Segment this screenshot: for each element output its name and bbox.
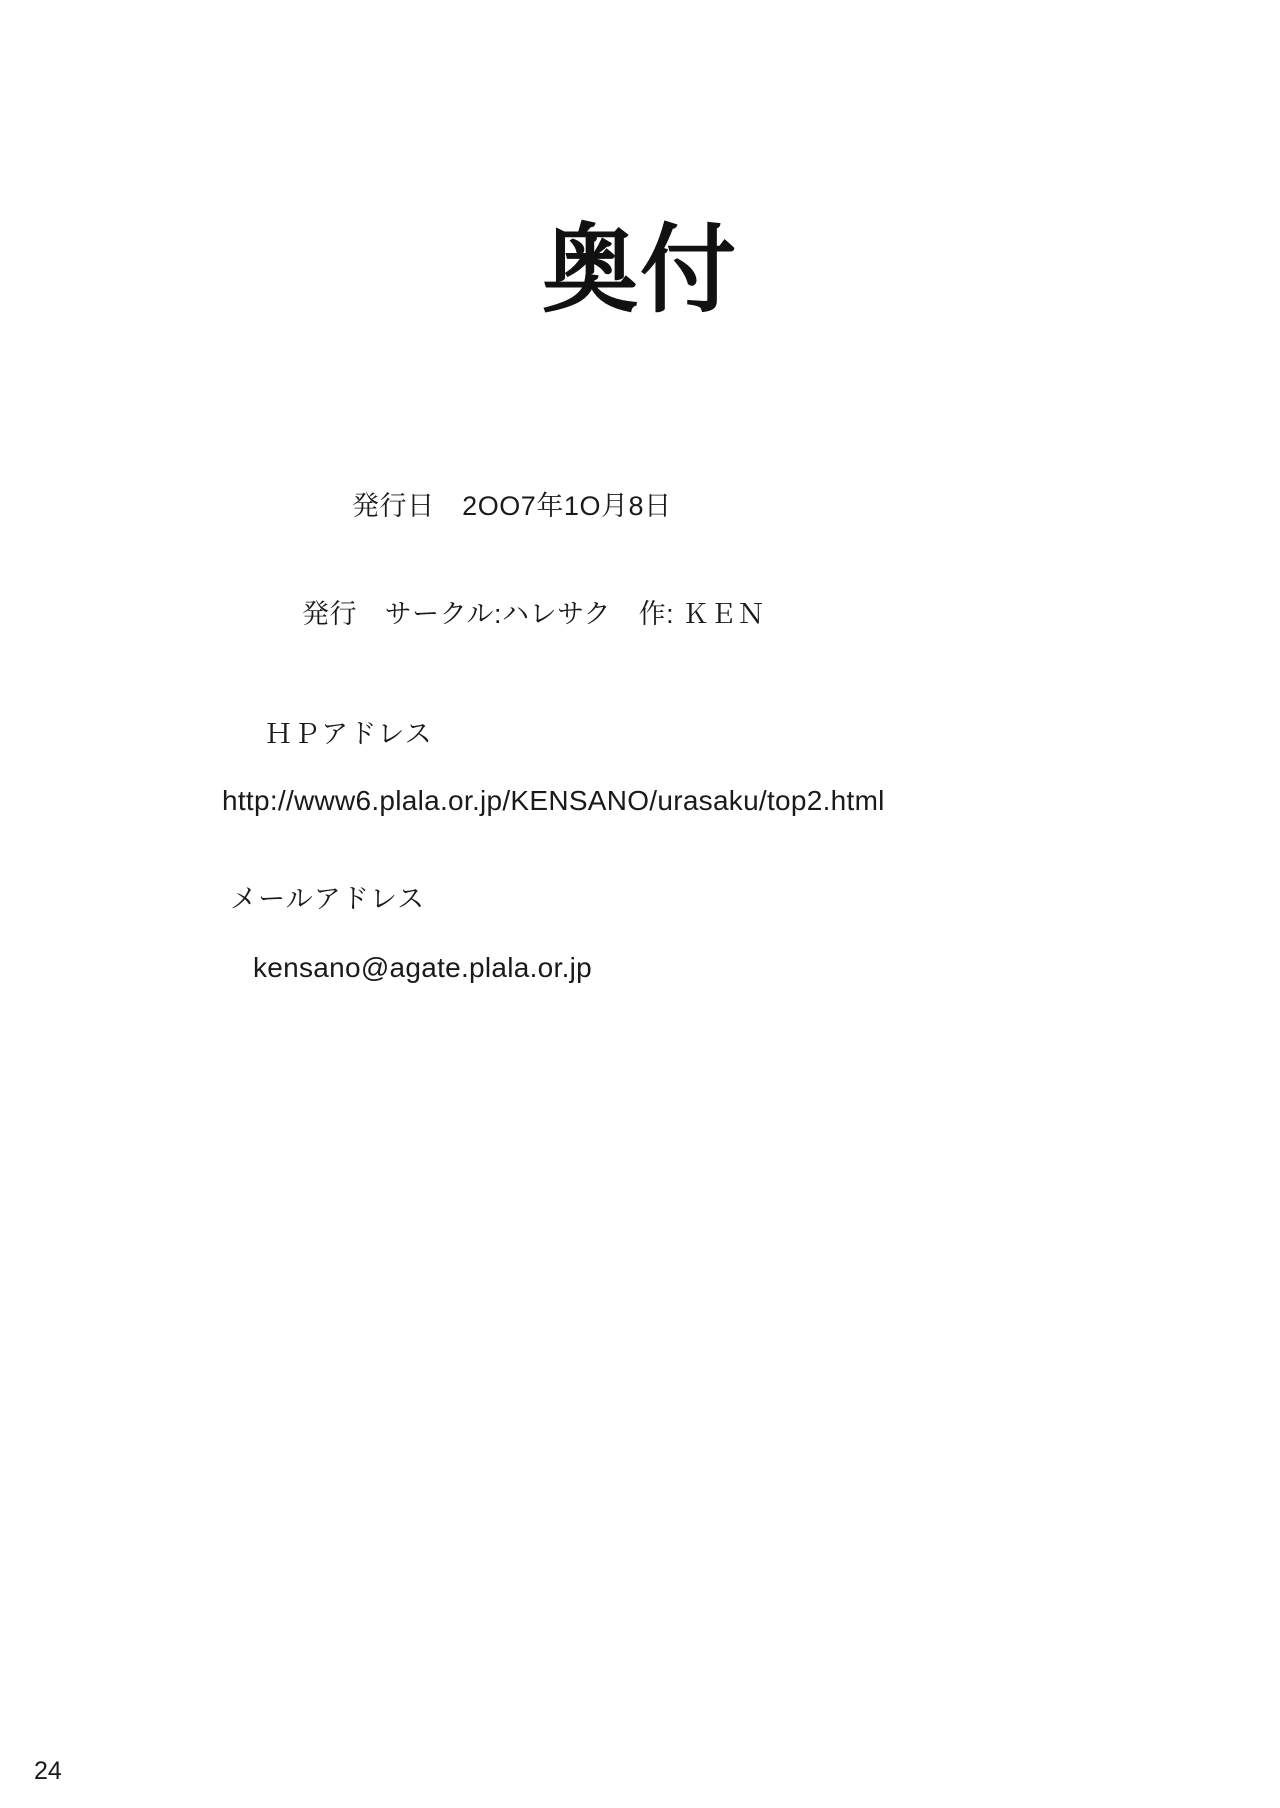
publisher-credit: 発行 サークル:ハレサク 作: ＫＥＮ [302,598,765,629]
colophon-details [0,480,1280,988]
page-title: 奥付 [542,217,738,324]
publication-date: 発行日 2OO7年1O月8日 [352,491,672,521]
page-number: 24 [34,1757,62,1785]
homepage-url[interactable]: http://www6.plala.or.jp/KENSANO/urasaku/top2.html [222,785,885,817]
homepage-label: ＨＰアドレス [265,718,433,749]
email-address[interactable]: kensano@agate.plala.or.jp [253,952,592,984]
email-label: メールアドレス [230,883,426,914]
